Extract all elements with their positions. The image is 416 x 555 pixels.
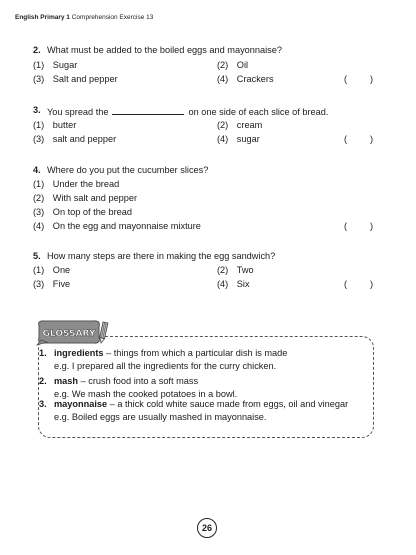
question-number: 2. — [33, 45, 41, 55]
glossary-definition: – crush food into a soft mass — [80, 376, 199, 386]
glossary-number: 3. — [39, 399, 47, 409]
question-text: What must be added to the boiled eggs and mayonnaise? — [47, 45, 282, 55]
question-2 — [33, 45, 282, 56]
option-number: (3) — [33, 74, 45, 84]
option[interactable] — [217, 74, 274, 85]
option-number: (2) — [217, 120, 229, 130]
option-number: (1) — [33, 265, 45, 275]
option-number: (2) — [217, 265, 229, 275]
option-text: Six — [236, 279, 250, 289]
option-text: Crackers — [236, 74, 274, 84]
option-text: salt and pepper — [52, 134, 117, 144]
question-4 — [33, 165, 209, 176]
pencil-icon — [99, 322, 108, 344]
option-number: (1) — [33, 179, 45, 189]
option-number: (3) — [33, 207, 45, 217]
question-text-after: on one side of each slice of bread. — [188, 107, 329, 117]
glossary-definition: – things from which a particular dish is made — [106, 348, 288, 358]
glossary-term: ingredients — [54, 348, 104, 358]
option[interactable] — [33, 134, 116, 145]
option[interactable] — [33, 207, 132, 218]
glossary-term: mayonnaise — [54, 399, 108, 409]
option-number: (2) — [33, 193, 45, 203]
question-5 — [33, 251, 276, 262]
option-number: (4) — [33, 221, 45, 231]
option-text: sugar — [236, 134, 260, 144]
option-number: (2) — [217, 60, 229, 70]
option[interactable] — [217, 279, 250, 290]
glossary-badge-text: GLOSSARY — [42, 329, 96, 339]
glossary-example: e.g. I prepared all the ingredients for the curry chicken. — [54, 360, 277, 371]
option-number: (4) — [217, 134, 229, 144]
question-text: Where do you put the cucumber slices? — [47, 165, 209, 175]
glossary-item — [39, 347, 288, 372]
option[interactable] — [217, 60, 248, 71]
glossary-badge-icon — [33, 318, 115, 346]
option-text: One — [52, 265, 71, 275]
option-number: (4) — [217, 74, 229, 84]
glossary-example: e.g. Boiled eggs are usually mashed in mayonnaise. — [54, 411, 267, 422]
question-text-before: You spread the — [47, 107, 109, 117]
option-number: (1) — [33, 120, 45, 130]
glossary-item — [39, 398, 349, 423]
question-number: 4. — [33, 165, 41, 175]
page-number: 26 — [197, 518, 217, 538]
option-text: With salt and pepper — [52, 193, 138, 203]
option[interactable] — [33, 74, 118, 85]
question-number: 5. — [33, 251, 41, 261]
option-number: (3) — [33, 279, 45, 289]
option[interactable] — [217, 134, 260, 145]
question-number: 3. — [33, 105, 41, 115]
glossary-term: mash — [54, 376, 79, 386]
option-text: On top of the bread — [52, 207, 132, 217]
option-text: On the egg and mayonnaise mixture — [52, 221, 201, 231]
glossary-number: 2. — [39, 376, 47, 386]
option[interactable] — [33, 265, 70, 276]
option-text: Five — [52, 279, 71, 289]
option[interactable] — [33, 193, 137, 204]
option-text: Under the bread — [52, 179, 120, 189]
option-number: (4) — [217, 279, 229, 289]
question-3 — [33, 105, 329, 118]
glossary-number: 1. — [39, 348, 47, 358]
option[interactable] — [33, 179, 119, 190]
option-text: cream — [236, 120, 263, 130]
option-text: Two — [236, 265, 254, 275]
option-number: (3) — [33, 134, 45, 144]
option-text: Salt and pepper — [52, 74, 118, 84]
option[interactable] — [33, 221, 201, 232]
option-text: Sugar — [52, 60, 78, 70]
section-title: Comprehension Exercise 13 — [71, 14, 154, 21]
option-text: butter — [52, 120, 77, 130]
fill-in-blank[interactable] — [112, 105, 184, 115]
option-number: (1) — [33, 60, 45, 70]
page-header — [15, 14, 153, 21]
book-title: English Primary 1 — [15, 14, 70, 21]
glossary-item — [39, 375, 238, 400]
glossary-example: e.g. We mash the cooked potatoes in a bowl. — [54, 388, 238, 399]
option-text: Oil — [236, 60, 249, 70]
question-text: How many steps are there in making the egg sandwich? — [47, 251, 276, 261]
glossary-definition: – a thick cold white sauce made from eggs, oil and vinegar — [109, 399, 349, 409]
option[interactable] — [33, 120, 76, 131]
option[interactable] — [33, 279, 70, 290]
option[interactable] — [217, 120, 262, 131]
option[interactable] — [33, 60, 77, 71]
option[interactable] — [217, 265, 254, 276]
